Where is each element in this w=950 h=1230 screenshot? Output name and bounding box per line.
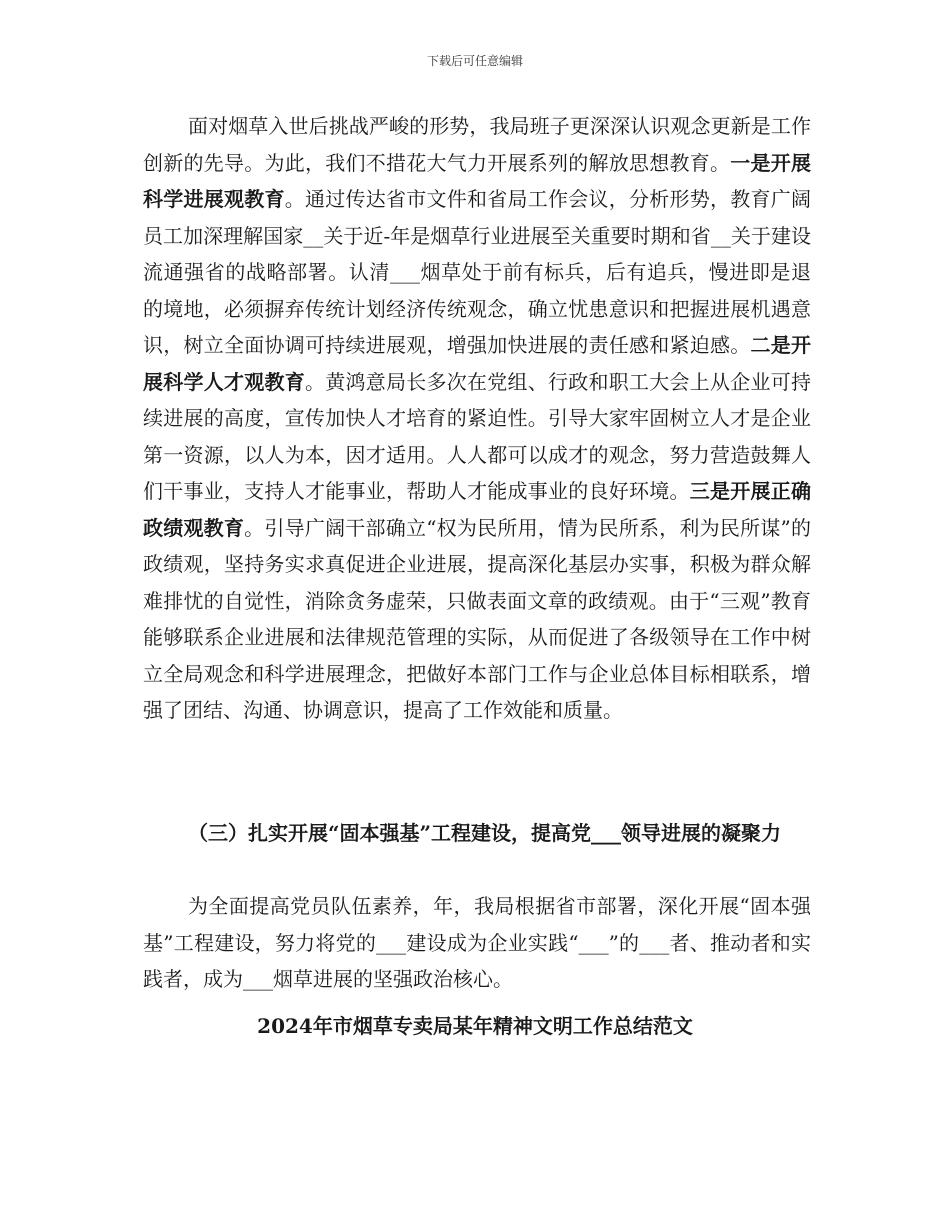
- paragraph-text: 。黄鸿意局长多次在党组、行政和职工大会上从企业可持续进展的高度，宣传加快人才培育的紧迫性。引导大家牢固树立人才是企业第一资源，以人为本，因才适用。人人都可以成才的观念，努力营造鼓舞人们干事业，支持人才能事业，帮助人才能成事业的良好环境。: [143, 369, 811, 503]
- paragraph-text: 面对烟草入世后挑战严峻的形势，我局班子更深深认识观念更新是工作创新的先导。为此，我们不措花大气力开展系列的解放思想教育。: [143, 114, 811, 175]
- bold-point-1: 一是开展科学进展观教育: [143, 150, 811, 211]
- bold-point-3: 三是开展正确政绩观教育: [143, 479, 811, 540]
- document-title: 2024年市烟草专卖局某年精神文明工作总结范文: [257, 1014, 693, 1038]
- body-paragraph-2: 为全面提高党员队伍素养，年，我局根据省市部署，深化开展“固本强基”工程建设，努力将党的___建设成为企业实践“___”的___者、推动者和实践者，成为___烟草进展的坚强政治核心。: [143, 894, 811, 991]
- section-heading: （三）扎实开展“固本强基”工程建设，提高党___领导进展的凝聚力: [188, 821, 782, 845]
- paragraph-text: 。引导广阔干部确立“权为民所用，情为民所系，利为民所谋”的政绩观，坚持务实求真促进企业进展，提高深化基层办实事，积极为群众解难排忧的自觉性，消除贪务虚荣，只做表面文章的政绩观。由于“三观”教育能够联系企业进展和法律规范管理的实际，从而促进了各级领导在工作中树立全局观念和科学进展理念，把做好本部门工作与企业总体目标相联系，增强了团结、沟通、协调意识，提高了工作效能和质量。: [143, 515, 812, 722]
- page-header-note: 下载后可任意编辑: [426, 54, 523, 68]
- bold-point-2: 二是开展科学人才观教育: [143, 333, 811, 394]
- paragraph-text: 。通过传达省市文件和省局工作会议，分析形势，教育广阔员工加深理解国家__关于近-年是烟草行业进展至关重要时期和省__关于建设流通强省的战略部署。认清___烟草处于前有标兵，后有追兵，慢进即是退的境地，必须摒弃传统计划经济传统观念，确立忧患意识和把握进展机遇意识，树立全面协调可持续进展观，增强加快进展的责任感和紧迫感。: [143, 187, 811, 357]
- body-paragraph-1: [143, 108, 811, 729]
